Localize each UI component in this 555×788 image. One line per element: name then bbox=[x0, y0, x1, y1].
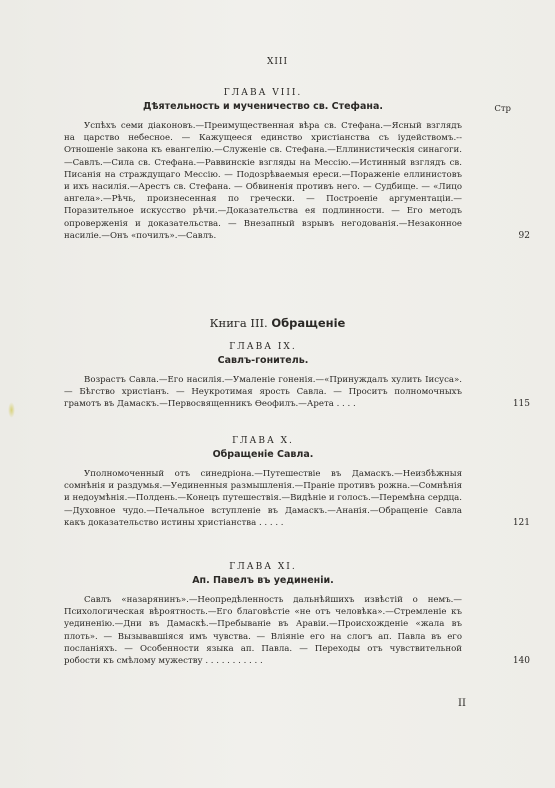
chapter-page: 140 bbox=[512, 656, 530, 667]
chapter-title: Савлъ-гонитель. bbox=[217, 355, 309, 366]
chapter-page: 121 bbox=[512, 517, 530, 528]
chapter-page: 92 bbox=[518, 230, 530, 241]
chapter-summary-text: Успѣхъ семи діаконовъ.—Преимущественная вѣра св. Стефана.—Ясный взглядъ на царство небесное. — Кажущееся единство христіанства съ іудействомъ.--Отношеніе закона къ евангелію.—Служеніе св. Стефана.—Еллинистическія синагоги.—Савлъ.—Сила св. Стефана.—Раввинскіе взгляды на Мессію.—Истинный взглядъ св. Писанія на страждущаго Мессію. — Подозрѣваемыя ереси.—Пораженіе еллинистовъ и ихъ насилія.—Арестъ св. Стефана. — Обвиненія противъ него. — Судбище. — «Лицо ангела».—Рѣчь, произнесенная по гречески. — Построеніе аргументаціи.—Поразительное искусство рѣчи.—Доказательства ея подлинности. — Его методъ опроверженія и доказательства. — Внезапный взрывъ негодованія.—Незаконное насиліе.—Онъ «почилъ».—Савлъ. bbox=[64, 121, 462, 241]
chapter-summary-text: Уполномоченный отъ синедріона.—Путешествіе въ Дамаскъ.—Неизбѣжныя сомнѣнія и раздумья.—Уединенныя размышленія.—Праніе противъ рожна.—Сомнѣнія и недоумѣнія.—Полдень.—Конецъ путешествія.—Видѣніе и голосъ.—Перемѣна сердца.—Духовное чудо.—Печальное вступленіе въ Дамаскъ.—Ананія.—Обращеніе Савла какъ доказательство истины христіанства . . . . . bbox=[64, 469, 462, 528]
chapter-11 bbox=[64, 562, 530, 667]
chapter-title: Ап. Павелъ въ уединеніи. bbox=[192, 575, 334, 586]
chapter-number: ГЛАВА VIII. bbox=[223, 88, 303, 98]
chapter-title: Дѣятельность и мученичество св. Стефана. bbox=[143, 101, 383, 112]
signature-mark: II bbox=[458, 698, 466, 709]
book-title bbox=[0, 316, 555, 330]
chapter-title: Обращеніе Савла. bbox=[212, 449, 314, 460]
chapter-number: ГЛАВА X. bbox=[232, 436, 294, 446]
chapter-summary bbox=[64, 468, 530, 529]
chapter-10 bbox=[64, 436, 530, 529]
chapter-summary bbox=[64, 594, 530, 667]
book-prefix: Книга III. bbox=[209, 316, 268, 330]
paper-stain bbox=[8, 402, 15, 418]
chapter-summary-text: Савлъ «назарянинъ».—Неопредѣленность дальнѣйшихъ извѣстій о немъ.—Психологическая вѣроятность.—Его благовѣстіе «не отъ человѣка».—Стремленіе къ уединенію.—Дни въ Дамаскѣ.—Пребываніе въ Аравіи.—Происхожденіе «жала въ плоть». — Вызывавшіяся имъ чувства. — Вліяніе его на слогъ ап. Павла въ его посланіяхъ. — Особенности языка ап. Павла. — Переходы отъ чувствительной робости къ смѣлому мужеству . . . . . . . . . . . bbox=[64, 595, 462, 667]
chapter-9 bbox=[64, 342, 530, 411]
book-name: Обращеніе bbox=[271, 316, 346, 330]
chapter-summary-text: Возрастъ Савла.—Его насилія.—Умаленіе гоненія.—«Принуждалъ хулить Іисуса». — Бѣгство христіанъ. — Неукротимая ярость Савла. — Проситъ полномочныхъ грамотъ въ Дамаскъ.—Первосвященникъ Ѳеофилъ.—Арета . . . . bbox=[64, 375, 462, 410]
chapter-number: ГЛАВА XI. bbox=[229, 562, 297, 572]
chapter-summary bbox=[64, 120, 530, 242]
chapter-number: ГЛАВА IX. bbox=[229, 342, 297, 352]
chapter-8 bbox=[64, 88, 530, 242]
page-number: XIII bbox=[266, 57, 289, 67]
chapter-page: 115 bbox=[512, 399, 530, 410]
chapter-summary bbox=[64, 374, 530, 411]
page-column-label: Стр bbox=[494, 104, 511, 114]
